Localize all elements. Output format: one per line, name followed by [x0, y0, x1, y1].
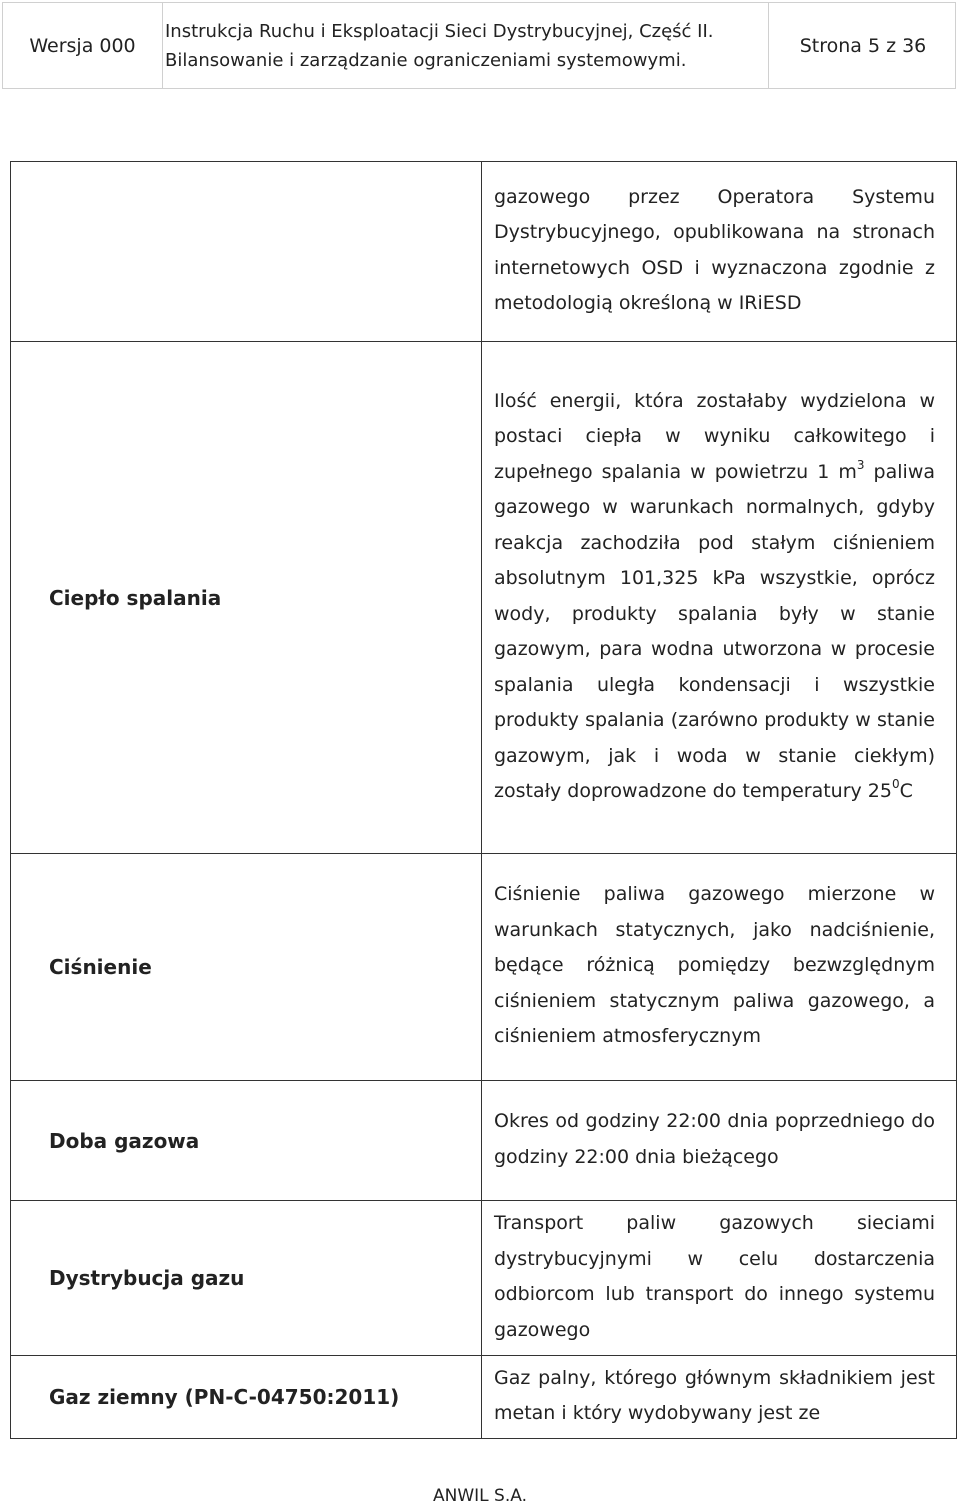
term-cell: Ciepło spalania: [11, 342, 482, 854]
definition-text-part: Ilość energii, która zostałaby wydzielona w postaci ciepła w wyniku całkowitego i zupełnego spalania w powietrzu 1 m: [494, 389, 935, 483]
definition-text-part: paliwa gazowego w warunkach normalnych, gdyby reakcja zachodziła pod stałym ciśnieniem absolutnym 101,325 kPa wszystkie, oprócz wody, produkty spalania były w stanie gazowym, para wodna utworzona w procesie spalania uległa kondensacji i wszystkie produkty spalania (zarówno produkty w stanie gazowym, jak i woda w stanie ciekłym) zostały doprowadzone do temperatury 25: [494, 460, 935, 802]
document-title-line1: Instrukcja Ruchu i Eksploatacji Sieci Dystrybucyjnej, Część II.: [165, 20, 714, 42]
table-row: [11, 1081, 957, 1201]
definition-cell: [482, 854, 957, 1081]
table-row: [11, 1201, 957, 1356]
table-row: [11, 1356, 957, 1439]
definition-cell: [482, 1356, 957, 1439]
definition-cell: [482, 1081, 957, 1201]
table-row: [11, 162, 957, 342]
table-row: [11, 854, 957, 1081]
definition-text: gazowego przez Operatora Systemu Dystrybucyjnego, opublikowana na stronach internetowych OSD i wyznaczona zgodnie z metodologią określoną w IRiESD: [494, 185, 935, 314]
term-cell: Gaz ziemny (PN-C-04750:2011): [11, 1356, 482, 1439]
definition-text-part: C: [899, 780, 913, 802]
document-title: [163, 3, 769, 88]
definition-text: [494, 382, 935, 814]
definition-text: Ciśnienie paliwa gazowego mierzone w warunkach statycznych, jako nadciśnienie, będące różnicą pomiędzy bezwzględnym ciśnieniem statycznym paliwa gazowego, a ciśnieniem atmosferycznym: [494, 883, 935, 1048]
table-row: [11, 342, 957, 854]
definitions-table: [10, 161, 957, 1439]
definition-cell: [482, 1201, 957, 1356]
term-cell: Ciśnienie: [11, 854, 482, 1081]
document-title-line2: Bilansowanie i zarządzanie ograniczeniami systemowymi.: [165, 49, 687, 71]
superscript: 3: [856, 457, 865, 472]
definition-text: Transport paliw gazowych sieciami dystrybucyjnymi w celu dostarczenia odbiorcom lub transport do innego systemu gazowego: [494, 1212, 935, 1341]
term-cell: [11, 162, 482, 342]
definition-cell: [482, 342, 957, 854]
definition-text: Gaz palny, którego głównym składnikiem jest metan i który wydobywany jest ze: [494, 1366, 935, 1424]
term-cell: Dystrybucja gazu: [11, 1201, 482, 1356]
version-label: Wersja 000: [3, 3, 163, 88]
superscript: 0: [892, 777, 900, 791]
page-header: [2, 2, 956, 89]
definition-cell: [482, 162, 957, 342]
definition-text: Okres od godziny 22:00 dnia poprzedniego do godziny 22:00 dnia bieżącego: [494, 1110, 935, 1168]
page-footer: ANWIL S.A.: [433, 1486, 527, 1506]
page-number: Strona 5 z 36: [799, 34, 927, 57]
term-cell: Doba gazowa: [11, 1081, 482, 1201]
